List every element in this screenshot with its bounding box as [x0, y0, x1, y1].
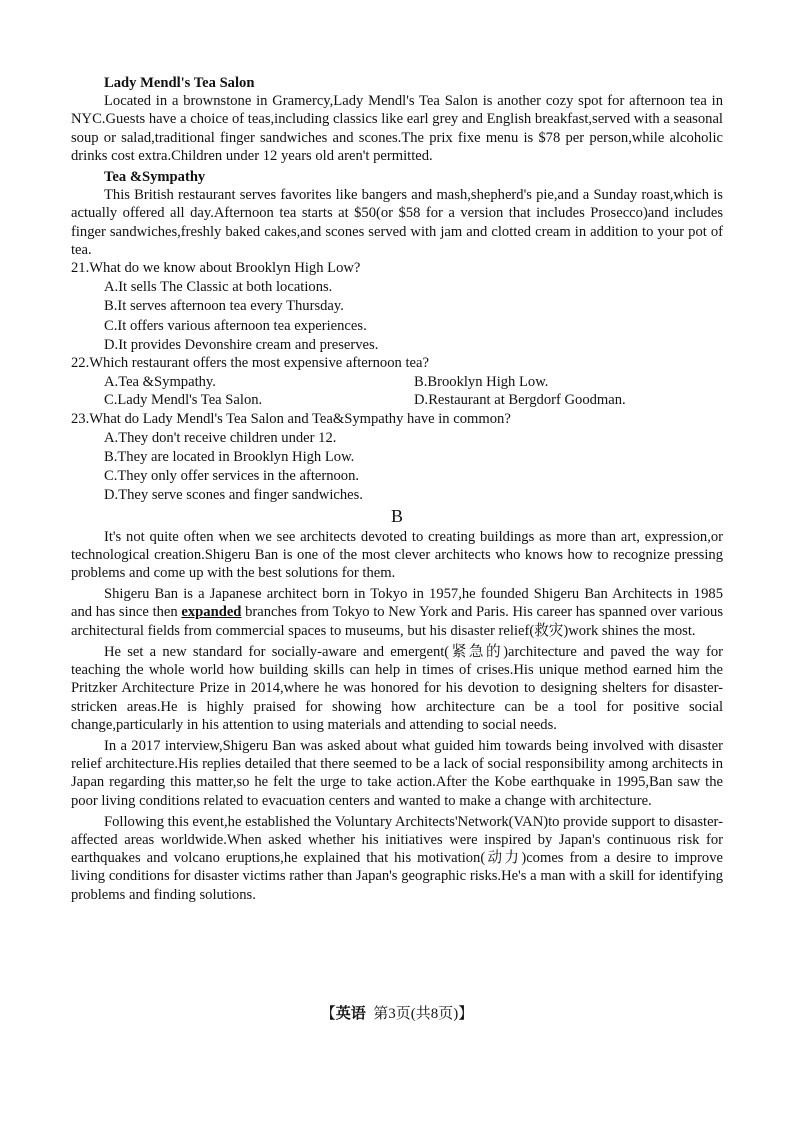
question-stem: 21.What do we know about Brooklyn High Low? [71, 260, 361, 277]
footer-subject: 英语 [335, 1006, 366, 1022]
option-b: B.Brooklyn High Low. [414, 374, 549, 391]
salon-description-tea-sympathy: This British restaurant serves favorites like bangers and mash,shepherd's pie,and a Sunday roast,which is actually offered all day.Afternoon tea starts at $50(or $58 for a version that includes Prosecco)and includes finger sandwiches,freshly baked cakes,and scones served with jam and clotted cream in addition to your pot of tea. [71, 187, 723, 258]
option-d: D.They serve scones and finger sandwiches. [104, 487, 363, 504]
salon-title-tea-sympathy: Tea &Sympathy [104, 169, 206, 186]
question-23 [71, 410, 723, 505]
option-d: D.It provides Devonshire cream and preserves. [104, 336, 379, 353]
footer-page-info: 第3页(共8页) [373, 1006, 459, 1022]
section-b-paragraph-2 [71, 585, 723, 640]
underlined-word-expanded: expanded [181, 604, 242, 621]
section-b-paragraph-1: It's not quite often when we see architects devoted to creating buildings as more than art, expression,or technological creation.Shigeru Ban is one of the most clever architects who knows how to recognize pressing problems and come up with the best solutions for them. [71, 528, 723, 582]
option-c: C.They only offer services in the afternoon. [104, 468, 360, 485]
salon-title-lady-mendls: Lady Mendl's Tea Salon [104, 75, 255, 91]
footer-open-bracket: 【 [320, 1006, 336, 1022]
question-stem: 23.What do Lady Mendl's Tea Salon and Tea&Sympathy have in common? [71, 410, 511, 427]
option-a: A.Tea &Sympathy. [104, 374, 216, 391]
option-d: D.Restaurant at Bergdorf Goodman. [414, 392, 626, 409]
question-stem: 22.Which restaurant offers the most expensive afternoon tea? [71, 355, 429, 372]
section-b-paragraph-5: Following this event,he established the Voluntary Architects'Network(VAN)to provide support to disaster-affected areas worldwide.When asked whether his initiatives were inspired by Japan's continuous risk for earthquakes and volcano eruptions,he explained that his motivation(动力)comes from a desire to improve living conditions for disaster victims rather than Japan's geographic risks.He's a man with a skill for identifying problems and finding solutions. [71, 813, 723, 903]
paragraph-2-text-before: Shigeru Ban is a Japanese architect born in Tokyo in 1957,he founded Shigeru Ban Architects in 1985 and has since then [71, 586, 723, 621]
option-a: A.They don't receive children under 12. [104, 429, 337, 446]
section-b-paragraph-3: He set a new standard for socially-aware and emergent(紧急的)architecture and paved the way for teaching the whole world how building skills can help in times of crises.His unique method earned him the Pritzker Architecture Prize in 2014,where he was honored for his devotion to designing shelters for disaster-stricken areas.He is highly praised for showing how architecture can be a tool for positive social change,particularly in his attention to using materials and attending to social needs. [71, 643, 723, 733]
option-a: A.It sells The Classic at both locations. [104, 279, 333, 296]
section-b-paragraph-4: In a 2017 interview,Shigeru Ban was asked about what guided him towards being involved with disaster relief architecture.His replies detailed that there seemed to be a lack of social responsibility among architects in Japan regarding this matter,so he felt the urge to take action.After the Kobe earthquake in 1995,Ban saw the poor living conditions related to evacuation centers and wanted to make a change with architecture. [71, 737, 723, 809]
section-b-heading: B [390, 505, 403, 526]
footer-close-bracket: 】 [458, 1006, 474, 1022]
salon-description-lady-mendls: Located in a brownstone in Gramercy,Lady Mendl's Tea Salon is another cozy spot for afternoon tea in NYC.Guests have a choice of teas,including classics like earl grey and English breakfast,served with a seasonal soup or salad,traditional finger sandwiches and scones.The prix fixe menu is $78 per person,while alcoholic drinks cost extra.Children under 12 years old aren't permitted. [71, 93, 723, 164]
option-b: B.They are located in Brooklyn High Low. [104, 449, 355, 466]
paragraph-2-text-after: branches from Tokyo to New York and Paris. His career has spanned over various architectural fields from commercial spaces to museums, but his disaster relief(救灾)work shines the most. [71, 604, 723, 639]
option-b: B.It serves afternoon tea every Thursday. [104, 298, 344, 315]
exam-page [71, 74, 723, 904]
options-grid [71, 373, 723, 409]
option-c: C.It offers various afternoon tea experiences. [104, 317, 367, 334]
question-22 [71, 354, 723, 410]
page-footer [0, 1002, 794, 1023]
question-21 [71, 259, 723, 354]
option-c: C.Lady Mendl's Tea Salon. [104, 392, 263, 409]
